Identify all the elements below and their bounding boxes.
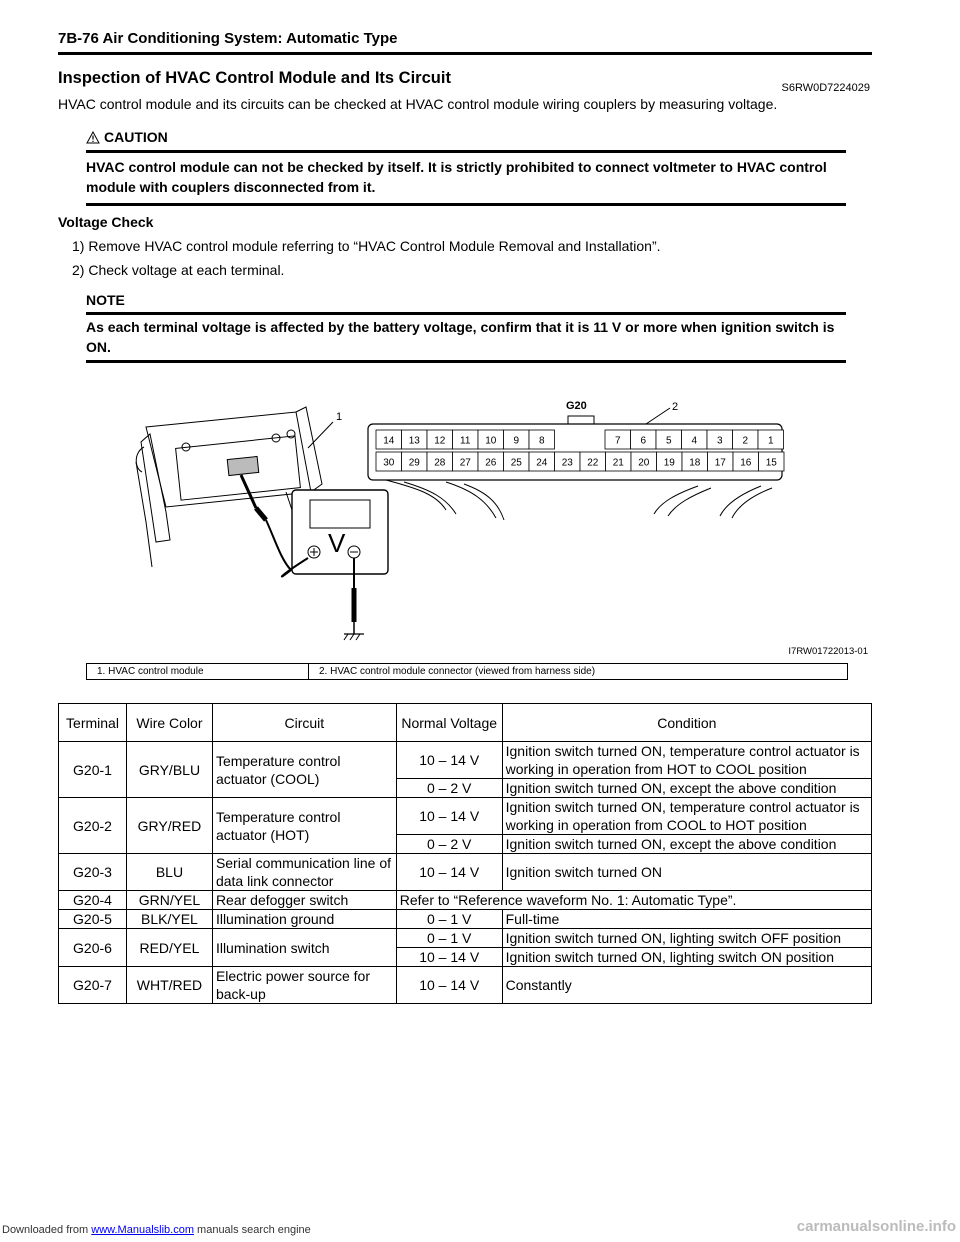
footer [2,1224,311,1236]
col-header-terminal: Terminal [59,704,127,742]
cell-voltage: 10 – 14 V [396,742,502,779]
caution-top-rule [86,150,846,153]
note-text: As each terminal voltage is affected by the battery voltage, confirm that it is 11 V or more when ignition switch is ON. [86,319,835,355]
col-header-normal-voltage: Normal Voltage [396,704,502,742]
pin-number: 12 [434,435,446,447]
pin-number: 19 [663,457,675,469]
cell-voltage: 10 – 14 V [396,854,502,891]
pin-number: 2 [742,435,749,447]
footer-prefix: Downloaded from [2,1224,92,1236]
cell-circuit: Illumination ground [212,910,396,929]
callout-2-leader [646,408,670,424]
cell-wire-color: GRY/RED [126,798,212,854]
cell-condition: Ignition switch turned ON, temperature control actuator is working in operation from COOL to HOT position [502,798,871,835]
cell-voltage: 10 – 14 V [396,967,502,1004]
cell-terminal: G20-3 [59,854,127,891]
pin-number: 9 [513,435,520,447]
page-header [58,30,872,54]
harness-wires [386,480,772,520]
cell-circuit: Serial communication line of data link connector [212,854,396,891]
table-row [59,891,872,910]
figure-code: I7RW01722013-01 [788,646,868,657]
cell-terminal: G20-7 [59,967,127,1004]
table-row [59,929,872,948]
voltmeter-label: V [328,528,346,558]
cell-terminal: G20-6 [59,929,127,967]
figure-legend [86,663,848,680]
pin-number: 28 [434,457,446,469]
cell-condition: Full-time [502,910,871,929]
table-row [59,742,872,779]
cell-condition: Constantly [502,967,871,1004]
pin-number: 4 [691,435,698,447]
cell-terminal: G20-1 [59,742,127,798]
cell-voltage: 10 – 14 V [396,798,502,835]
pin-number: 11 [460,435,471,447]
pin-number: 14 [383,435,395,447]
pin-number: 13 [408,435,420,447]
cell-condition: Ignition switch turned ON, except the above condition [502,835,871,854]
pin-number: 16 [740,457,752,469]
header-rule [58,52,872,55]
cell-circuit: Rear defogger switch [212,891,396,910]
pin-number: 7 [614,435,621,447]
voltage-check-title: Voltage Check [58,214,154,230]
footer-watermark: carmanualsonline.info [796,1218,956,1235]
section-code: S6RW0D7224029 [781,82,870,94]
terminal-voltage-table [58,703,872,1004]
pin-number: 30 [383,457,395,469]
cell-wire-color: GRY/BLU [126,742,212,798]
cell-voltage: 0 – 1 V [396,910,502,929]
pin-number: 23 [561,457,573,469]
table-header-row [59,704,872,742]
table-row [59,967,872,1004]
callout-1: 1 [336,411,343,423]
page-header-title: 7B-76 Air Conditioning System: Automatic Type [58,30,398,47]
footer-link[interactable]: www.Manualslib.com [91,1224,194,1236]
section-title: Inspection of HVAC Control Module and Its Circuit [58,69,451,87]
pin-number: 15 [765,457,777,469]
cell-voltage: 0 – 1 V [396,929,502,948]
connector-label: G20 [566,400,587,412]
callout-2: 2 [672,401,679,413]
pin-number: 3 [716,435,723,447]
table-row [59,854,872,891]
step-1: 1) Remove HVAC control module referring to “HVAC Control Module Removal and Installation”. [72,238,661,254]
cell-terminal: G20-5 [59,910,127,929]
step-2: 2) Check voltage at each terminal. [72,262,285,278]
cell-wire-color: WHT/RED [126,967,212,1004]
cell-wire-color: BLU [126,854,212,891]
cell-wire-color: GRN/YEL [126,891,212,910]
pin-number: 5 [665,435,672,447]
cell-condition: Ignition switch turned ON, lighting switch OFF position [502,929,871,948]
pin-number: 6 [640,435,647,447]
col-header-circuit: Circuit [212,704,396,742]
pin-number: 24 [536,457,548,469]
pin-number: 17 [714,457,726,469]
cell-circuit: Temperature control actuator (HOT) [212,798,396,854]
pin-number: 18 [689,457,701,469]
caution-label: CAUTION [104,129,168,145]
caution-text: HVAC control module can not be checked by itself. It is strictly prohibited to connect voltmeter to HVAC control module with couplers disconnected from it. [86,159,827,195]
warning-triangle-icon [86,131,100,144]
table-row [59,910,872,929]
pin-number: 8 [538,435,545,447]
note-label: NOTE [86,292,125,308]
pin-number: 21 [612,457,624,469]
cell-terminal: G20-4 [59,891,127,910]
cell-condition: Ignition switch turned ON, lighting switch ON position [502,948,871,967]
cell-circuit: Electric power source for back-up [212,967,396,1004]
caution-bottom-rule [86,203,846,206]
cell-condition-merged: Refer to “Reference waveform No. 1: Automatic Type”. [396,891,871,910]
legend-item-1: 1. HVAC control module [87,664,309,679]
cell-circuit: Illumination switch [212,929,396,967]
section-intro: HVAC control module and its circuits can be checked at HVAC control module wiring couplers by measuring voltage. [58,96,778,112]
pin-number: 27 [459,457,471,469]
pin-number: 1 [767,435,774,447]
pin-number: 26 [485,457,497,469]
voltmeter [292,490,388,574]
pin-number: 25 [510,457,522,469]
cell-wire-color: RED/YEL [126,929,212,967]
cell-condition: Ignition switch turned ON, except the above condition [502,779,871,798]
col-header-condition: Condition [502,704,871,742]
note-top-rule [86,312,846,315]
cell-terminal: G20-2 [59,798,127,854]
pin-number: 29 [408,457,420,469]
caution-heading [86,129,168,145]
cell-voltage: 10 – 14 V [396,948,502,967]
pin-number: 20 [638,457,650,469]
footer-suffix: manuals search engine [193,1224,311,1236]
connector-figure [86,372,872,662]
legend-item-2: 2. HVAC control module connector (viewed from harness side) [319,666,596,677]
cell-voltage: 0 – 2 V [396,779,502,798]
table-row [59,798,872,835]
cell-condition: Ignition switch turned ON [502,854,871,891]
cell-condition: Ignition switch turned ON, temperature control actuator is working in operation from HOT to COOL position [502,742,871,779]
pin-number: 10 [485,435,497,447]
cell-circuit: Temperature control actuator (COOL) [212,742,396,798]
col-header-wire-color: Wire Color [126,704,212,742]
connector-g20 [368,400,784,520]
pin-number: 22 [587,457,599,469]
cell-wire-color: BLK/YEL [126,910,212,929]
cell-voltage: 0 – 2 V [396,835,502,854]
note-bottom-rule [86,360,846,363]
